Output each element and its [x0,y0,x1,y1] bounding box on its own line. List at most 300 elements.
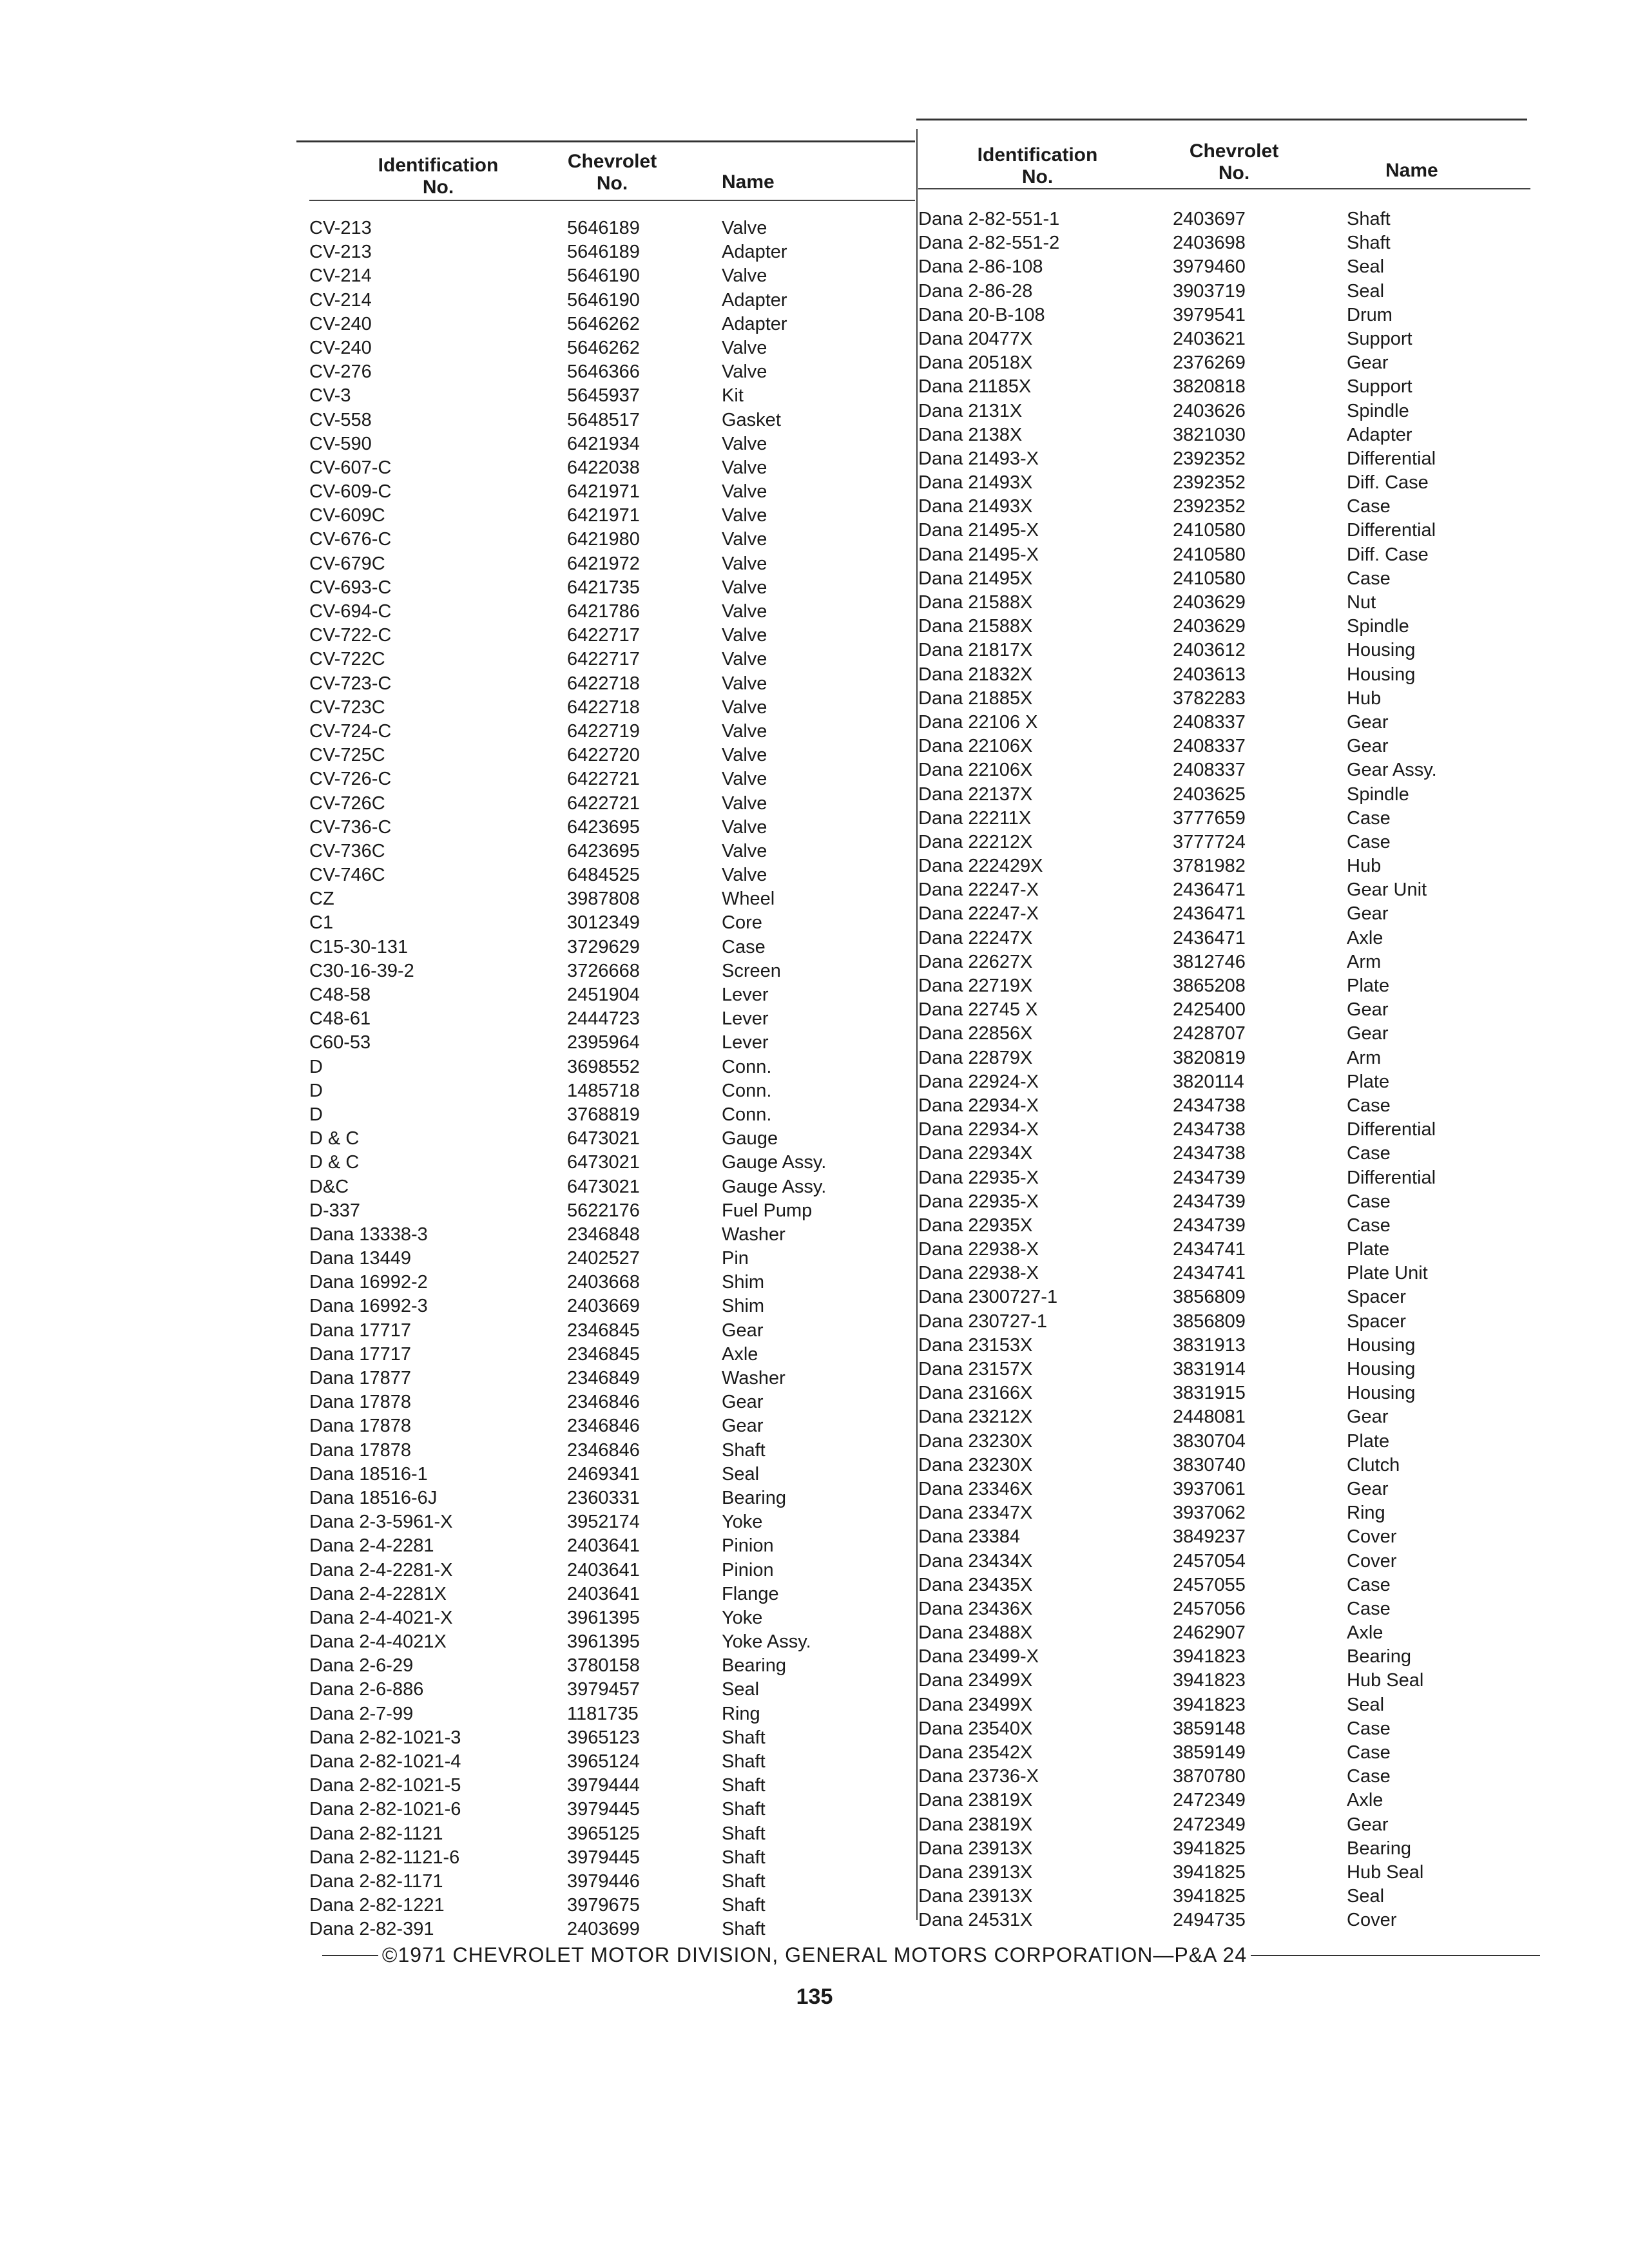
chevrolet-no: 3859149 [1173,1742,1246,1763]
identification-no: Dana 2-4-4021-X [309,1607,453,1628]
chevrolet-no: 2346846 [567,1439,640,1461]
identification-no: Dana 22934-X [918,1095,1039,1116]
chevrolet-no: 6473021 [567,1176,640,1197]
chevrolet-no: 2410580 [1173,568,1246,589]
part-name: Valve [722,697,767,718]
chevrolet-no: 2403668 [567,1272,640,1293]
part-name: Valve [722,218,767,238]
identification-no: Dana 2-4-2281 [309,1535,434,1557]
part-name: Valve [722,816,767,838]
part-name: Housing [1347,1334,1416,1356]
chevrolet-no: 5646262 [567,337,640,358]
part-name: Seal [1347,280,1385,302]
table-row [918,1142,1537,1166]
identification-no: Dana 23819X [918,1790,1033,1811]
identification-no: Dana 17717 [309,1320,412,1341]
table-row [918,1645,1537,1669]
part-name: Gear [1347,1478,1389,1499]
chevrolet-no: 6422038 [567,457,640,478]
part-name: Valve [722,649,767,670]
chevrolet-no: 2410580 [1173,544,1246,565]
chevrolet-no: 2410580 [1173,520,1246,541]
part-name: Hub [1347,687,1382,709]
identification-no: Dana 22211X [918,807,1032,829]
chevrolet-no: 2392352 [1173,472,1246,494]
part-name: Case [1347,1191,1391,1212]
part-name: Bearing [722,1655,786,1677]
part-name: Cover [1347,1526,1397,1548]
table-row [309,767,915,791]
table-row [918,495,1537,519]
identification-no: Dana 2-4-4021X [309,1631,447,1653]
identification-no: D & C [309,1128,360,1149]
chevrolet-no: 2408337 [1173,760,1246,781]
table-row [309,264,915,288]
table-row [309,1271,915,1294]
table-row [309,1678,915,1702]
identification-no: Dana 23436X [918,1598,1033,1619]
chevrolet-no: 3831915 [1173,1383,1246,1404]
identification-no: Dana 22935X [918,1215,1033,1236]
identification-no: Dana 17877 [309,1368,412,1389]
table-row [918,255,1537,279]
chevrolet-no: 6422718 [567,673,640,694]
chevrolet-no: 3979445 [567,1799,640,1820]
chevrolet-no: 2403629 [1173,616,1246,637]
table-row [309,1846,915,1870]
chevrolet-no: 3820818 [1173,376,1246,398]
chevrolet-no: 2434738 [1173,1143,1246,1164]
table-row [309,792,915,816]
chevrolet-no: 2346848 [567,1224,640,1245]
identification-no: CV-240 [309,337,372,358]
part-name: Case [1347,831,1391,852]
table-row [918,543,1537,567]
part-name: Valve [722,361,767,383]
part-name: Valve [722,577,767,598]
part-name: Conn. [722,1056,772,1077]
chevrolet-no: 3820819 [1173,1047,1246,1068]
table-row [918,567,1537,591]
part-name: Differential [1347,1167,1436,1188]
chevrolet-no: 3965125 [567,1823,640,1844]
header-chevrolet-right: Chevrolet No. [1189,140,1279,184]
chevrolet-no: 6421980 [567,529,640,550]
identification-no: Dana 21493X [918,496,1033,517]
chevrolet-no: 3987808 [567,889,640,910]
part-name: Gear [1347,999,1389,1021]
identification-no: Dana 23736-X [918,1766,1039,1787]
identification-no: Dana 23347X [918,1503,1033,1524]
chevrolet-no: 3768819 [567,1104,640,1125]
chevrolet-no: 6422717 [567,625,640,646]
chevrolet-no: 6421971 [567,481,640,503]
table-row [918,1430,1537,1454]
chevrolet-no: 3961395 [567,1607,640,1628]
part-name: Spacer [1347,1287,1406,1308]
part-name: Yoke [722,1607,763,1628]
table-row [309,1582,915,1606]
chevrolet-no: 3831914 [1173,1359,1246,1379]
part-name: Flange [722,1583,779,1604]
identification-no: CV-726C [309,793,385,814]
table-row [309,1343,915,1367]
part-name: Valve [722,745,767,766]
table-row [918,854,1537,878]
chevrolet-no: 3781982 [1173,856,1246,877]
identification-no: Dana 2-82-1021-6 [309,1799,461,1820]
table-row [309,1559,915,1582]
chevrolet-no: 2392352 [1173,448,1246,469]
identification-no: Dana 22934X [918,1143,1033,1164]
identification-no: D&C [309,1176,349,1197]
identification-no: Dana 22856X [918,1023,1033,1044]
part-name: Spacer [1347,1311,1406,1332]
table-row [309,744,915,767]
table-row [918,231,1537,255]
part-name: Gear [1347,352,1389,374]
part-name: Housing [1347,640,1416,661]
identification-no: Dana 21817X [918,640,1033,661]
table-row [918,927,1537,950]
part-name: Valve [722,625,767,646]
chevrolet-no: 5646189 [567,218,640,238]
identification-no: Dana 18516-6J [309,1487,438,1508]
chevrolet-no: 6421934 [567,433,640,454]
table-row [309,1414,915,1438]
part-name: Shaft [1347,233,1391,254]
identification-no: Dana 23434X [918,1550,1033,1571]
table-row [309,911,915,935]
part-name: Nut [1347,592,1376,613]
identification-no: Dana 23212X [918,1407,1033,1428]
table-row [309,528,915,552]
identification-no: Dana 23499-X [918,1646,1039,1667]
part-name: Axle [1347,1790,1383,1811]
chevrolet-no: 2472349 [1173,1790,1246,1811]
table-row [309,1151,915,1175]
page-number: 135 [796,1984,833,2009]
identification-no: D [309,1080,323,1101]
part-name: Kit [722,385,744,407]
identification-no: CV-679C [309,553,385,574]
table-row [309,1199,915,1223]
header-identification-right: Identification No. [977,144,1098,187]
part-name: Core [722,912,762,934]
table-row [309,1726,915,1750]
chevrolet-no: 3820114 [1173,1071,1244,1092]
identification-no: Dana 22934-X [918,1119,1039,1140]
table-row [309,1486,915,1510]
part-name: Shaft [722,1895,766,1916]
identification-no: Dana 18516-1 [309,1463,428,1485]
table-row [918,1813,1537,1837]
chevrolet-no: 2436471 [1173,927,1246,948]
part-name: Ring [1347,1503,1385,1524]
identification-no: Dana 22627X [918,951,1033,972]
identification-no: Dana 22924-X [918,1071,1039,1092]
table-row [309,1367,915,1390]
identification-no: Dana 23230X [918,1430,1033,1452]
identification-no: Dana 2-6-29 [309,1655,414,1677]
table-row [918,1837,1537,1861]
chevrolet-no: 6421786 [567,601,640,622]
identification-no: Dana 21493-X [918,448,1039,469]
chevrolet-no: 2434741 [1173,1239,1246,1260]
part-name: Valve [722,720,767,742]
chevrolet-no: 2402527 [567,1248,640,1269]
chevrolet-no: 3941825 [1173,1861,1246,1883]
table-row [918,1908,1537,1932]
part-name: Conn. [722,1104,772,1125]
part-name: Valve [722,553,767,574]
table-row [918,807,1537,831]
table-row [309,1103,915,1127]
part-name: Gear [722,1320,764,1341]
chevrolet-no: 2346849 [567,1368,640,1389]
identification-no: CV-722-C [309,625,392,646]
identification-no: CV-240 [309,313,372,334]
identification-no: D-337 [309,1200,360,1221]
part-name: Valve [722,865,767,886]
chevrolet-no: 2360331 [567,1487,640,1508]
chevrolet-no: 2403613 [1173,664,1246,685]
identification-no: Dana 22719X [918,975,1033,996]
table-row [309,863,915,887]
identification-no: Dana 20518X [918,352,1033,374]
part-name: Case [1347,568,1391,589]
identification-no: D [309,1104,323,1125]
table-row [309,1630,915,1654]
part-name: Valve [722,265,767,287]
table-row [918,303,1537,327]
table-row [918,1405,1537,1429]
part-name: Yoke Assy. [722,1631,811,1653]
identification-no: CV-723C [309,697,385,718]
part-name: Plate Unit [1347,1263,1428,1284]
part-name: Seal [1347,1694,1385,1715]
table-row [309,672,915,696]
chevrolet-no: 3941823 [1173,1646,1246,1667]
table-row [918,1118,1537,1142]
identification-no: Dana 2-82-1121-6 [309,1847,460,1868]
chevrolet-no: 2346845 [567,1343,640,1365]
identification-no: Dana 22879X [918,1047,1033,1068]
chevrolet-no: 2346845 [567,1320,640,1341]
identification-no: Dana 2-4-2281X [309,1583,447,1604]
identification-no: Dana 23346X [918,1478,1033,1499]
part-name: Housing [1347,664,1416,685]
part-name: Seal [722,1463,760,1485]
identification-no: CV-676-C [309,529,392,550]
part-name: Washer [722,1224,786,1245]
part-name: Shaft [722,1727,766,1748]
table-row [309,696,915,720]
part-name: Bearing [722,1487,786,1508]
part-name: Shaft [1347,209,1391,229]
identification-no: Dana 2-82-1021-3 [309,1727,461,1748]
identification-no: Dana 21185X [918,376,1032,398]
table-row [309,1894,915,1917]
part-name: Support [1347,328,1412,349]
footer-copyright: ©1971 CHEVROLET MOTOR DIVISION, GENERAL MOTORS CORPORATION—P&A 24 [0,1943,1629,1967]
header-name-right: Name [1385,160,1438,181]
chevrolet-no: 2403625 [1173,783,1246,805]
chevrolet-no: 3849237 [1173,1526,1246,1548]
part-name: Case [1347,496,1391,517]
identification-no: Dana 21495-X [918,544,1039,565]
identification-no: Dana 20-B-108 [918,304,1045,325]
part-name: Shaft [722,1751,766,1772]
identification-no: CV-736C [309,840,385,861]
identification-no: Dana 22935-X [918,1167,1039,1188]
chevrolet-no: 3965124 [567,1751,640,1772]
identification-no: CV-607-C [309,457,392,478]
identification-no: CV-214 [309,289,372,311]
identification-no: Dana 20477X [918,328,1033,349]
chevrolet-no: 3965123 [567,1727,640,1748]
part-name: Valve [722,433,767,454]
identification-no: Dana 23230X [918,1454,1033,1475]
part-name: Shaft [722,1823,766,1844]
identification-no: Dana 21588X [918,592,1033,613]
chevrolet-no: 3812746 [1173,951,1246,972]
table-row [309,1007,915,1031]
chevrolet-no: 6423695 [567,816,640,838]
part-name: Housing [1347,1383,1416,1404]
chevrolet-no: 3830740 [1173,1454,1246,1475]
chevrolet-no: 2434739 [1173,1191,1246,1212]
identification-no: Dana 2138X [918,424,1023,445]
chevrolet-no: 2434741 [1173,1263,1246,1284]
part-name: Case [722,936,766,957]
column-divider [916,129,918,1920]
table-row [309,648,915,671]
part-name: Valve [722,457,767,478]
part-name: Lever [722,1032,769,1053]
chevrolet-no: 5648517 [567,409,640,430]
table-row [918,471,1537,495]
chevrolet-no: 2403626 [1173,400,1246,421]
chevrolet-no: 6421972 [567,553,640,574]
chevrolet-no: 5622176 [567,1200,640,1221]
chevrolet-no: 2434738 [1173,1095,1246,1116]
header-name: Name [722,171,775,193]
table-row [918,1525,1537,1549]
table-row [918,1477,1537,1501]
chevrolet-no: 5646366 [567,361,640,383]
identification-no: Dana 23913X [918,1861,1033,1883]
chevrolet-no: 3941823 [1173,1670,1246,1691]
chevrolet-no: 3698552 [567,1056,640,1077]
table-row [309,1798,915,1821]
table-row [309,1917,915,1941]
right-table-body [918,207,1537,1933]
identification-no: Dana 23540X [918,1718,1033,1739]
table-row [918,399,1537,423]
chevrolet-no: 2469341 [567,1463,640,1485]
identification-no: Dana 2-3-5961-X [309,1512,453,1533]
table-row [309,936,915,959]
chevrolet-no: 3780158 [567,1655,640,1677]
table-row [309,456,915,480]
table-row [918,639,1537,662]
identification-no: Dana 23499X [918,1670,1033,1691]
part-name: Support [1347,376,1412,398]
chevrolet-no: 3859148 [1173,1718,1246,1739]
identification-no: Dana 22106X [918,736,1033,757]
identification-no: Dana 2-82-1171 [309,1870,443,1892]
part-name: Arm [1347,951,1382,972]
chevrolet-no: 6422721 [567,793,640,814]
identification-no: Dana 22938-X [918,1239,1039,1260]
identification-no: Dana 17878 [309,1392,412,1413]
part-name: Adapter [1347,424,1412,445]
chevrolet-no: 2457054 [1173,1550,1246,1571]
chevrolet-no: 2408337 [1173,711,1246,733]
part-name: Differential [1347,448,1436,469]
table-row [309,1510,915,1534]
chevrolet-no: 3856809 [1173,1287,1246,1308]
part-name: Case [1347,1143,1391,1164]
chevrolet-no: 3865208 [1173,975,1246,996]
chevrolet-no: 3012349 [567,912,640,934]
table-row [918,1501,1537,1525]
table-row [309,624,915,648]
table-row [309,552,915,576]
part-name: Bearing [1347,1838,1411,1859]
part-name: Case [1347,1598,1391,1619]
chevrolet-no: 2346846 [567,1416,640,1437]
part-name: Valve [722,601,767,622]
identification-no: Dana 13449 [309,1248,412,1269]
chevrolet-no: 1485718 [567,1080,640,1101]
part-name: Seal [722,1679,760,1700]
table-row [918,1334,1537,1358]
part-name: Gear [722,1416,764,1437]
part-name: Case [1347,1766,1391,1787]
chevrolet-no: 2462907 [1173,1622,1246,1644]
part-name: Fuel Pump [722,1200,813,1221]
table-row [918,1094,1537,1118]
identification-no: C1 [309,912,334,934]
chevrolet-no: 3937062 [1173,1503,1246,1524]
part-name: Case [1347,1095,1391,1116]
table-row [918,1285,1537,1309]
header-chevrolet: Chevrolet No. [567,151,657,194]
chevrolet-no: 3941823 [1173,1694,1246,1715]
part-name: Valve [722,337,767,358]
chevrolet-no: 5646190 [567,265,640,287]
part-name: Gasket [722,409,781,430]
identification-no: Dana 22212X [918,831,1033,852]
chevrolet-no: 6473021 [567,1128,640,1149]
identification-no: CV-722C [309,649,385,670]
part-name: Valve [722,505,767,526]
part-name: Gear Unit [1347,879,1427,901]
table-row [309,504,915,528]
part-name: Wheel [722,889,775,910]
chevrolet-no: 2451904 [567,985,640,1005]
part-name: Valve [722,673,767,694]
chevrolet-no: 2403629 [1173,592,1246,613]
table-row [918,615,1537,639]
identification-no: D [309,1056,323,1077]
chevrolet-no: 6421735 [567,577,640,598]
part-name: Gauge Assy. [722,1176,827,1197]
part-name: Adapter [722,242,787,263]
table-row [918,1693,1537,1717]
